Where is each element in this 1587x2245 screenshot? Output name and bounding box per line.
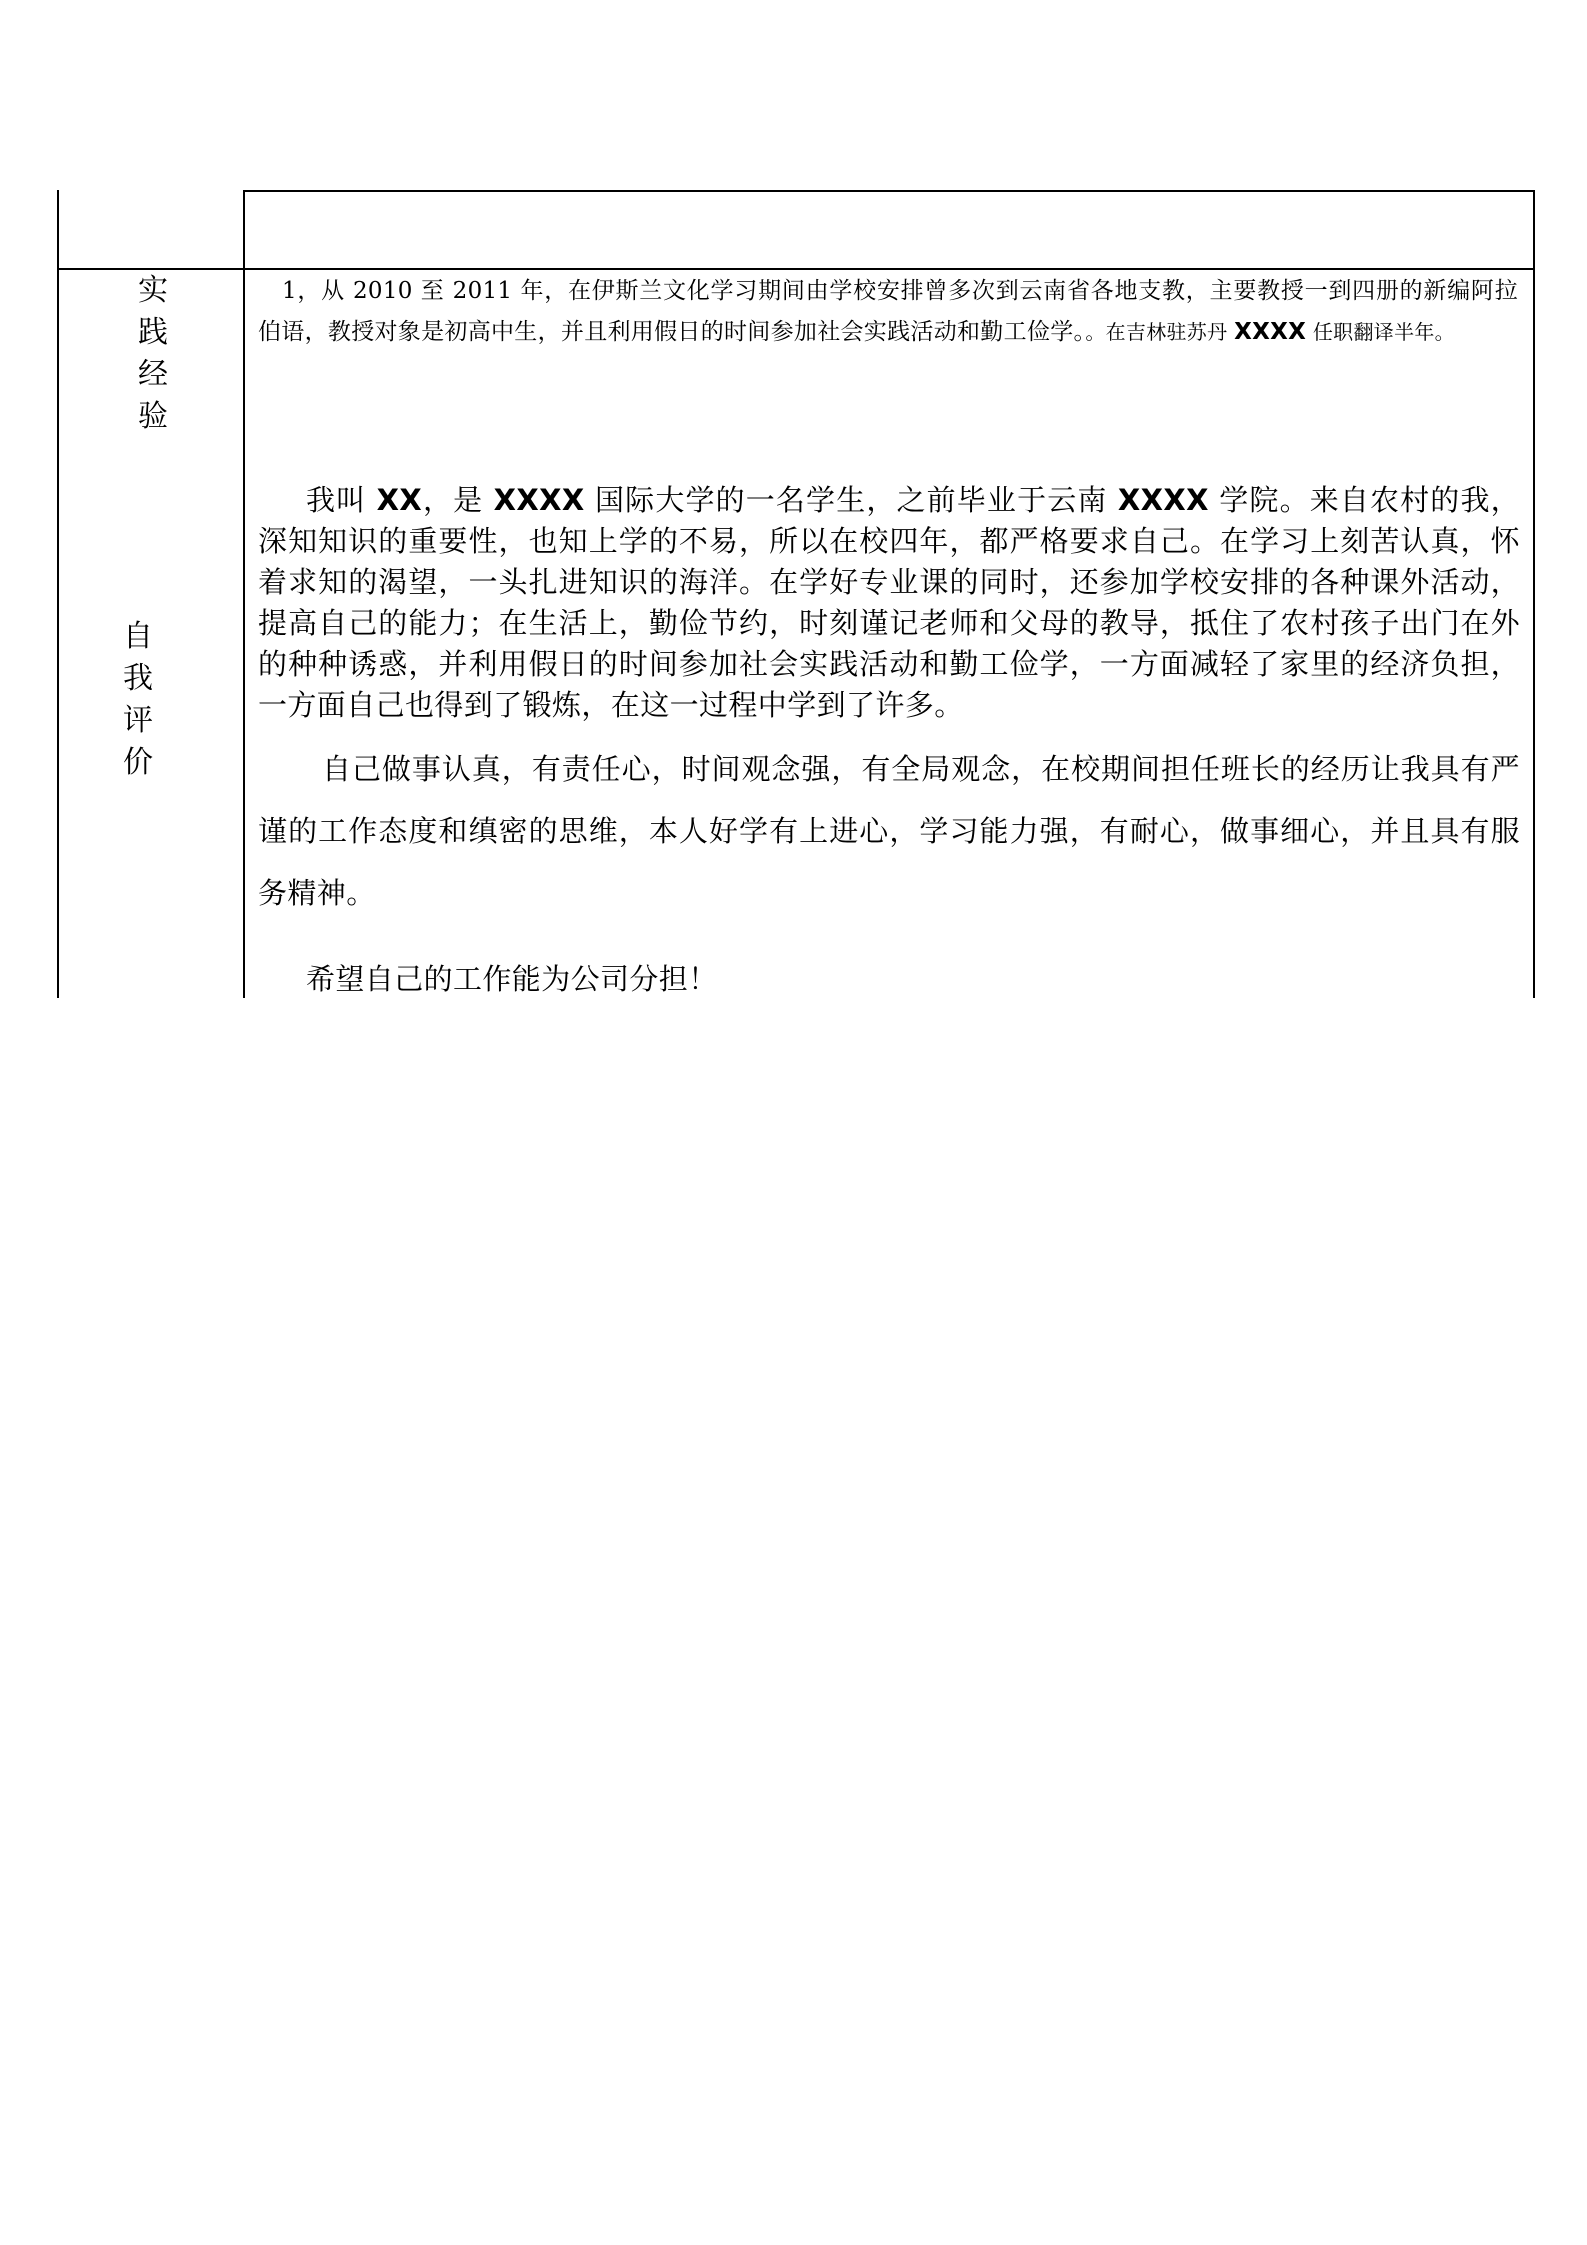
label-char: 实 — [138, 273, 168, 308]
self-eval-paragraph-3 — [258, 958, 1520, 1000]
label-char: 我 — [123, 661, 153, 696]
self-eval-paragraph-1 — [258, 480, 1520, 726]
practice-text-main: 1，从 2010 至 2011 年，在伊斯兰文化学习期间由学校安排曾多次到云南省各地支教，主要教授一到四册的新编阿拉伯语，教授对象是初高中生，并且利用假日的时间参加社会实践活动和勤工俭学。 — [258, 278, 1518, 345]
label-char: 践 — [138, 315, 168, 350]
label-char: 评 — [123, 703, 153, 738]
self-evaluation-label — [78, 616, 198, 784]
table-top-border — [243, 190, 1535, 192]
p2-text: 自己做事认真，有责任心，时间观念强，有全局观念，在校期间担任班长的经历让我具有严谨的工作态度和缜密的思维，本人好学有上进心，学习能力强，有耐心，做事细心，并且具有服务精神。 — [258, 752, 1520, 910]
table-column-divider — [243, 190, 245, 998]
label-char: 验 — [138, 399, 168, 434]
practice-text-tail-bold: XXXX — [1234, 319, 1307, 345]
label-char: 经 — [138, 357, 168, 392]
practice-text-tail: 。在吉林驻苏丹 — [1085, 320, 1235, 344]
p1-text: ，是 — [422, 483, 494, 517]
p1-university-bold: XXXX — [493, 483, 585, 517]
table-left-border — [57, 190, 59, 998]
p1-text: 国际大学的一名学生，之前毕业于云南 — [584, 483, 1118, 517]
practice-experience-label — [93, 270, 213, 438]
p3-text: 希望自己的工作能为公司分担！ — [306, 962, 718, 996]
table-right-border — [1533, 190, 1535, 998]
p1-college-bold: XXXX — [1117, 483, 1209, 517]
label-char: 价 — [123, 745, 153, 780]
practice-text-tail-end: 任职翻译半年。 — [1306, 320, 1455, 344]
p1-text: 我叫 — [306, 483, 377, 517]
table-row-divider — [57, 268, 1535, 270]
p1-name-bold: XX — [376, 483, 423, 517]
self-eval-paragraph-2 — [258, 738, 1520, 924]
practice-experience-text — [258, 271, 1518, 353]
p1-text: 学院。来自农村的我，深知知识的重要性，也知上学的不易，所以在校四年，都严格要求自己。在学习上刻苦认真，怀着求知的渴望，一头扎进知识的海洋。在学好专业课的同时，还参加学校安排的各种课外活动，提高自己的能力；在生活上，勤俭节约，时刻谨记老师和父母的教导，抵住了农村孩子出门在外的种种诱惑，并利用假日的时间参加社会实践活动和勤工俭学，一方面减轻了家里的经济负担，一方面自己也得到了锻炼，在这一过程中学到了许多。 — [258, 483, 1521, 722]
label-char: 自 — [123, 619, 153, 654]
